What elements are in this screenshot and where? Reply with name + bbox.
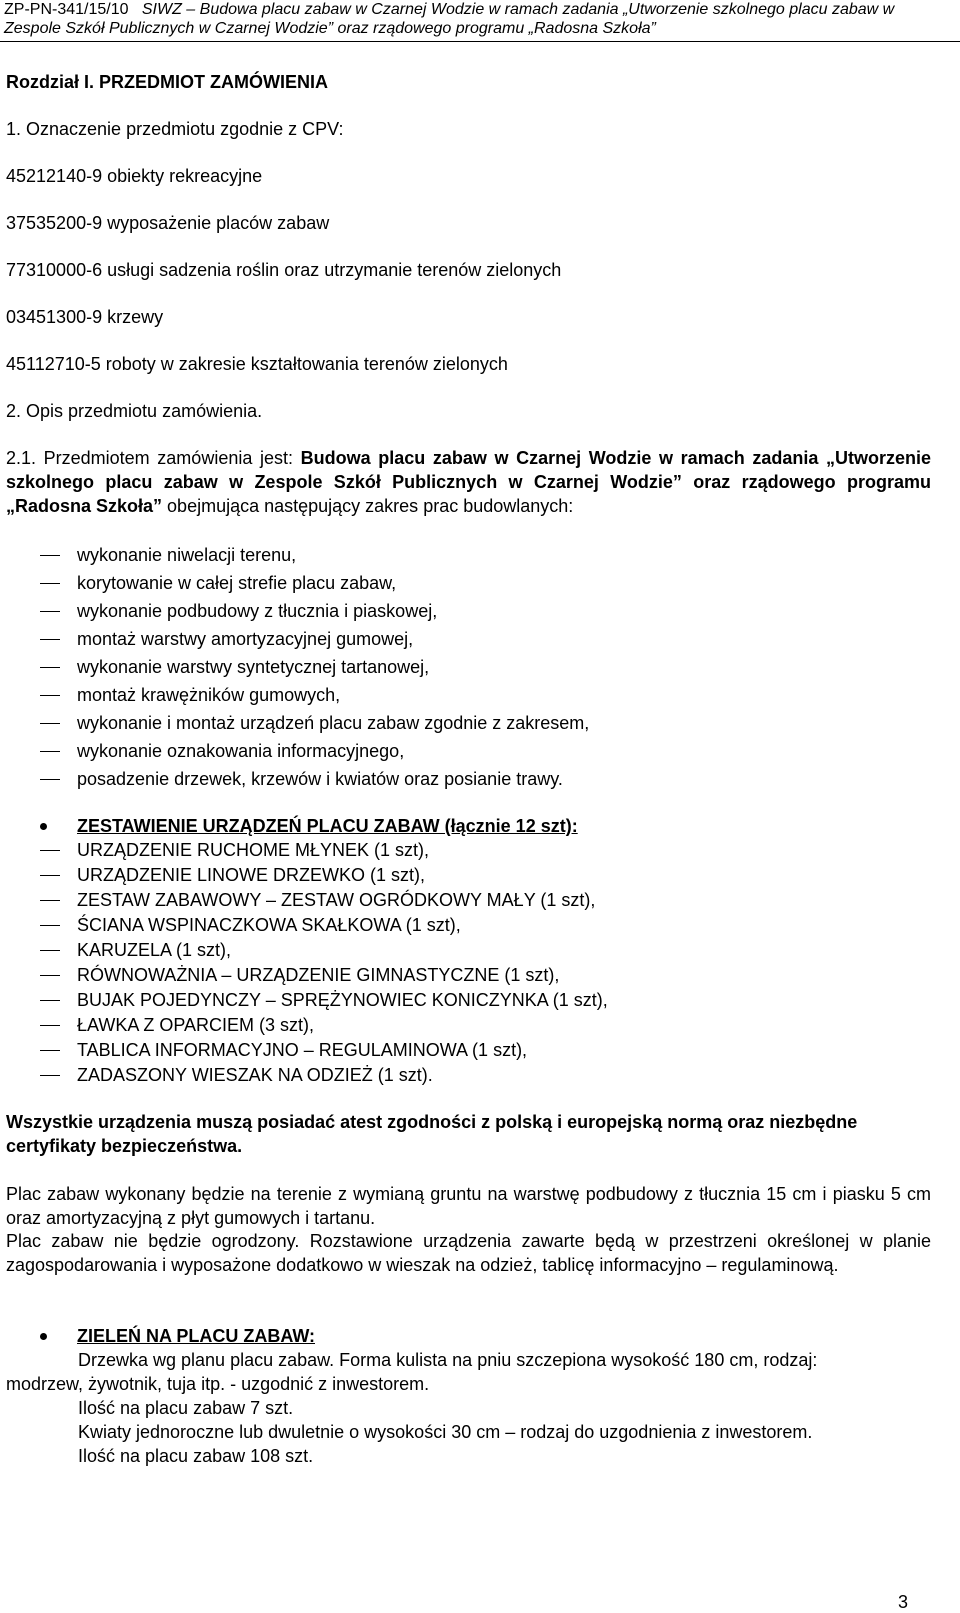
list-item-text: posadzenie drzewek, krzewów i kwiatów oraz posianie trawy.	[77, 769, 563, 789]
list-item-text: RÓWNOWAŻNIA – URZĄDZENIE GIMNASTYCZNE (1 szt),	[77, 965, 560, 985]
paragraph-surface: Plac zabaw wykonany będzie na terenie z wymianą gruntu na warstwę podbudowy z tłucznia 15 cm i piasku 5 cm oraz amortyzacyjną z płyt gumowych i tartanu.	[6, 1184, 931, 1228]
list-item-text: wykonanie i montaż urządzeń placu zabaw zgodnie z zakresem,	[77, 713, 590, 733]
list-item	[40, 913, 920, 938]
dash-marker	[40, 1075, 60, 1076]
dash-marker	[40, 1050, 60, 1051]
dash-marker	[40, 875, 60, 876]
list-item	[40, 863, 920, 888]
green-heading	[40, 1324, 957, 1348]
doc-id: ZP-PN-341/15/10	[4, 1, 129, 18]
list-item	[40, 988, 920, 1013]
green-line-3: Kwiaty jednoroczne lub dwuletnie o wysokości 30 cm – rodzaj do uzgodnienia z inwestorem.	[78, 1422, 813, 1442]
list-item-text: URZĄDZENIE LINOWE DRZEWKO (1 szt),	[77, 865, 426, 885]
green-line-2: Ilość na placu zabaw 7 szt.	[78, 1398, 294, 1418]
dash-marker	[40, 639, 60, 640]
chapter-title: Rozdział I. PRZEDMIOT ZAMÓWIENIA	[6, 72, 328, 92]
dash-marker	[40, 975, 60, 976]
green-line-4: Ilość na placu zabaw 108 szt.	[78, 1446, 314, 1466]
list-item	[40, 597, 920, 625]
list-item	[40, 625, 920, 653]
list-item	[40, 1013, 920, 1038]
dash-marker	[40, 611, 60, 612]
dash-marker	[40, 723, 60, 724]
dash-marker	[40, 667, 60, 668]
dash-marker	[40, 695, 60, 696]
list-item-text: ZADASZONY WIESZAK NA ODZIEŻ (1 szt).	[77, 1065, 433, 1085]
list-item	[40, 569, 920, 597]
atest-note: Wszystkie urządzenia muszą posiadać atest zgodności z polską i europejską normą oraz niezbędne certyfikaty bezpieczeństwa.	[6, 1112, 858, 1156]
section-1-title: 1. Oznaczenie przedmiotu zgodnie z CPV:	[6, 119, 344, 139]
list-item-text: wykonanie niwelacji terenu,	[77, 545, 297, 565]
dash-marker	[40, 925, 60, 926]
list-item	[40, 765, 920, 793]
list-item-text: ŁAWKA Z OPARCIEM (3 szt),	[77, 1015, 315, 1035]
paragraph-2-1	[6, 446, 931, 518]
list-item	[40, 541, 920, 569]
cpv-code: 37535200-9 wyposażenie placów zabaw	[6, 213, 330, 233]
list-item-text: wykonanie podbudowy z tłucznia i piaskowej,	[77, 601, 438, 621]
green-heading-text: ZIELEŃ NA PLACU ZABAW:	[77, 1326, 315, 1346]
header-line-1	[4, 0, 954, 19]
dash-marker	[40, 583, 60, 584]
dash-marker	[40, 1000, 60, 1001]
list-item-text: montaż warstwy amortyzacyjnej gumowej,	[77, 629, 414, 649]
green-line-1a: Drzewka wg planu placu zabaw. Forma kulista na pniu szczepiona wysokość 180 cm, rodzaj:	[78, 1350, 818, 1370]
list-item	[40, 938, 920, 963]
dash-marker	[40, 779, 60, 780]
list-item	[40, 653, 920, 681]
equipment-list	[40, 838, 920, 1088]
list-item-text: wykonanie warstwy syntetycznej tartanowej,	[77, 657, 430, 677]
list-item-text: wykonanie oznakowania informacyjnego,	[77, 741, 405, 761]
paragraph-fencing: Plac zabaw nie będzie ogrodzony. Rozstawione urządzenia zawarte będą w przestrzeni określonej w planie zagospodarowania i wyposażone dodatkowo w wieszak na odzież, tablicę informacyjno – regulaminową.	[6, 1231, 931, 1275]
list-item-text: KARUZELA (1 szt),	[77, 940, 232, 960]
header-divider	[0, 41, 960, 42]
equipment-heading	[40, 814, 957, 838]
list-item	[40, 1038, 920, 1063]
equipment-heading-text: ZESTAWIENIE URZĄDZEŃ PLACU ZABAW (łącznie 12 szt):	[77, 816, 578, 836]
header-line-2: Zespole Szkół Publicznych w Czarnej Wodzie” oraz rządowego programu „Radosna Szkoła”	[4, 20, 656, 37]
list-item	[40, 709, 920, 737]
list-item-text: montaż krawężników gumowych,	[77, 685, 341, 705]
works-list	[40, 541, 920, 793]
dash-marker	[40, 555, 60, 556]
header-line-1-text: SIWZ – Budowa placu zabaw w Czarnej Wodzie w ramach zadania „Utworzenie szkolnego placu zabaw w	[141, 1, 895, 18]
cpv-code: 45212140-9 obiekty rekreacyjne	[6, 166, 263, 186]
dash-marker	[40, 950, 60, 951]
p21-bold: Budowa placu zabaw w Czarnej Wodzie w ramach zadania „Utworzenie szkolnego placu zabaw w Zespole Szkół Publicznych w Czarnej Wodzie” oraz rządowego programu „Radosna Szkoła”	[6, 448, 931, 516]
list-item	[40, 681, 920, 709]
dash-marker	[40, 900, 60, 901]
list-item	[40, 888, 920, 913]
p21-prefix: 2.1. Przedmiotem zamówienia jest:	[6, 448, 301, 468]
list-item-text: TABLICA INFORMACYJNO – REGULAMINOWA (1 szt),	[77, 1040, 528, 1060]
dash-marker	[40, 751, 60, 752]
dash-marker	[40, 1025, 60, 1026]
section-2-title: 2. Opis przedmiotu zamówienia.	[6, 401, 263, 421]
list-item	[40, 1063, 920, 1088]
green-line-1b: modrzew, żywotnik, tuja itp. - uzgodnić z inwestorem.	[6, 1374, 430, 1394]
list-item-text: URZĄDZENIE RUCHOME MŁYNEK (1 szt),	[77, 840, 430, 860]
p21-suffix: obejmująca następujący zakres prac budowlanych:	[162, 496, 574, 516]
bullet-icon	[40, 823, 47, 830]
list-item-text: ZESTAW ZABAWOWY – ZESTAW OGRÓDKOWY MAŁY (1 szt),	[77, 890, 596, 910]
list-item-text: BUJAK POJEDYNCZY – SPRĘŻYNOWIEC KONICZYNKA (1 szt),	[77, 990, 608, 1010]
page-number: 3	[897, 1592, 908, 1612]
bullet-icon	[40, 1333, 47, 1340]
page-header	[4, 0, 954, 38]
list-item-text: korytowanie w całej strefie placu zabaw,	[77, 573, 397, 593]
list-item	[40, 963, 920, 988]
cpv-code: 03451300-9 krzewy	[6, 307, 164, 327]
list-item	[40, 737, 920, 765]
list-item-text: ŚCIANA WSPINACZKOWA SKAŁKOWA (1 szt),	[77, 915, 461, 935]
cpv-code: 45112710-5 roboty w zakresie kształtowania terenów zielonych	[6, 354, 508, 374]
dash-marker	[40, 850, 60, 851]
list-item	[40, 838, 920, 863]
cpv-code: 77310000-6 usługi sadzenia roślin oraz utrzymanie terenów zielonych	[6, 260, 562, 280]
